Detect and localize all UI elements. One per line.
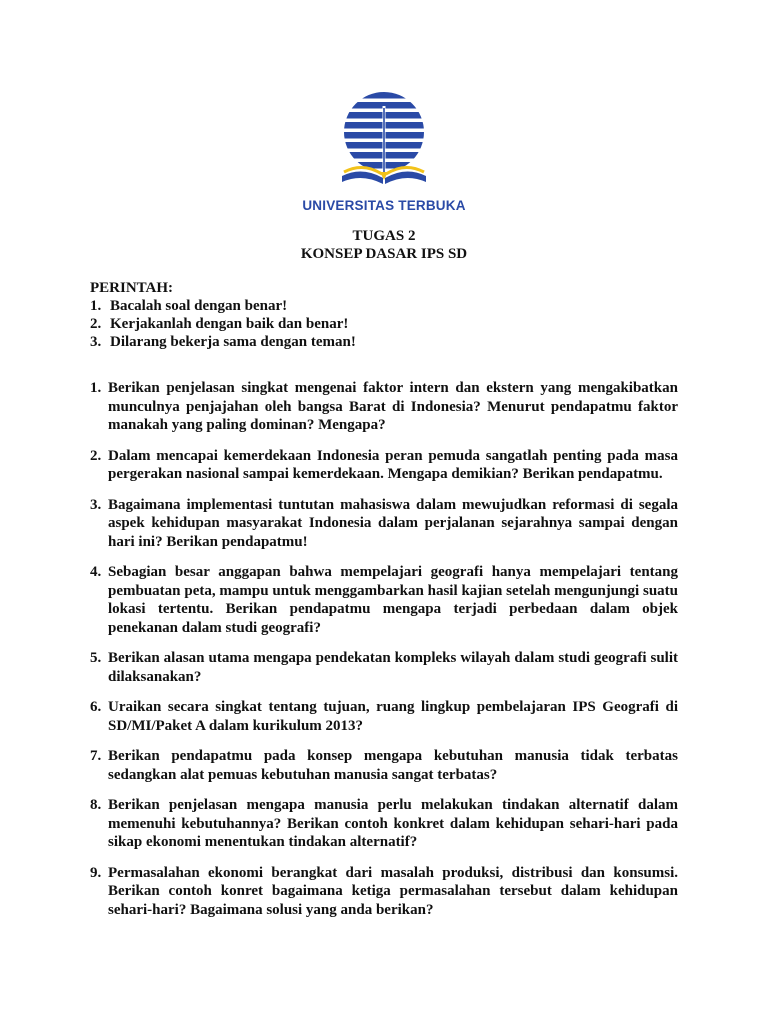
question-item <box>90 698 678 735</box>
universitas-terbuka-emblem-icon <box>336 88 432 192</box>
instruction-text: Bacalah soal dengan benar! <box>110 298 288 314</box>
question-number: 6. <box>90 699 102 715</box>
instruction-number: 1. <box>90 298 102 314</box>
question-item <box>90 796 678 852</box>
question-item <box>90 649 678 686</box>
question-text: Berikan penjelasan mengapa manusia perlu melakukan tindakan alternatif dalam memenuhi kebutuhannya? Berikan contoh konkret dalam kehidupan sehari-hari pada sikap ekonomi menentukan tindakan alternatif? <box>108 797 678 850</box>
instruction-number: 3. <box>90 334 102 350</box>
instruction-number: 2. <box>90 316 102 332</box>
question-text: Berikan alasan utama mengapa pendekatan kompleks wilayah dalam studi geografi sulit dilaksanakan? <box>108 650 678 685</box>
instructions-heading: PERINTAH: <box>90 280 174 296</box>
question-number: 3. <box>90 496 102 513</box>
instruction-item <box>90 315 356 333</box>
university-name: UNIVERSITAS TERBUKA <box>302 198 466 213</box>
questions-list <box>90 379 678 931</box>
question-item <box>90 563 678 637</box>
question-number: 4. <box>90 564 102 580</box>
question-number: 9. <box>90 864 102 881</box>
question-text: Permasalahan ekonomi berangkat dari masalah produksi, distribusi dan konsumsi. Berikan contoh konret bagaimana ketiga permasalahan tersebut dalam kehidupan sehari-hari? Bagaimana solusi yang anda berikan? <box>108 864 678 918</box>
question-text: Bagaimana implementasi tuntutan mahasiswa dalam mewujudkan reformasi di segala aspek kehidupan masyarakat Indonesia dalam perjalanan sejarahnya sampai dengan hari ini? Berikan pendapatmu! <box>108 496 678 550</box>
instructions-list <box>90 297 356 351</box>
document-subtitle: KONSEP DASAR IPS SD <box>300 246 468 262</box>
question-item <box>90 747 678 784</box>
question-text: Berikan pendapatmu pada konsep mengapa kebutuhan manusia tidak terbatas sedangkan alat pemuas kebutuhan manusia sangat terbatas? <box>108 748 678 783</box>
question-number: 1. <box>90 380 102 396</box>
instruction-item <box>90 333 356 351</box>
question-number: 2. <box>90 447 102 464</box>
question-number: 8. <box>90 797 102 813</box>
question-item <box>90 379 678 435</box>
instruction-text: Kerjakanlah dengan baik dan benar! <box>110 316 349 332</box>
question-text: Dalam mencapai kemerdekaan Indonesia peran pemuda sangatlah penting pada masa pergerakan nasional sampai kemerdekaan. Mengapa demikian? Berikan pendapatmu. <box>108 447 678 482</box>
question-item <box>90 496 678 552</box>
university-logo <box>300 88 468 213</box>
question-number: 7. <box>90 748 102 764</box>
question-text: Berikan penjelasan singkat mengenai faktor intern dan ekstern yang mengakibatkan munculnya penjajahan oleh bangsa Barat di Indonesia? Menurut pendapatmu faktor manakah yang paling dominan? Mengapa? <box>108 380 678 433</box>
document-header <box>0 227 768 263</box>
question-item <box>90 447 678 484</box>
question-text: Sebagian besar anggapan bahwa mempelajari geografi hanya mempelajari tentang pembuatan peta, mampu untuk menggambarkan hasil kajian setelah mengunjungi suatu lokasi tertentu. Berikan pendapatmu mengapa terjadi perbedaan dalam objek penekanan dalam studi geografi? <box>108 564 678 636</box>
question-text: Uraikan secara singkat tentang tujuan, ruang lingkup pembelajaran IPS Geografi di SD/MI/Paket A dalam kurikulum 2013? <box>108 699 678 734</box>
question-item <box>90 864 678 920</box>
question-number: 5. <box>90 650 102 666</box>
instruction-text: Dilarang bekerja sama dengan teman! <box>110 334 356 350</box>
instruction-item <box>90 297 356 315</box>
document-title: TUGAS 2 <box>352 228 416 244</box>
instructions-block <box>90 279 356 351</box>
